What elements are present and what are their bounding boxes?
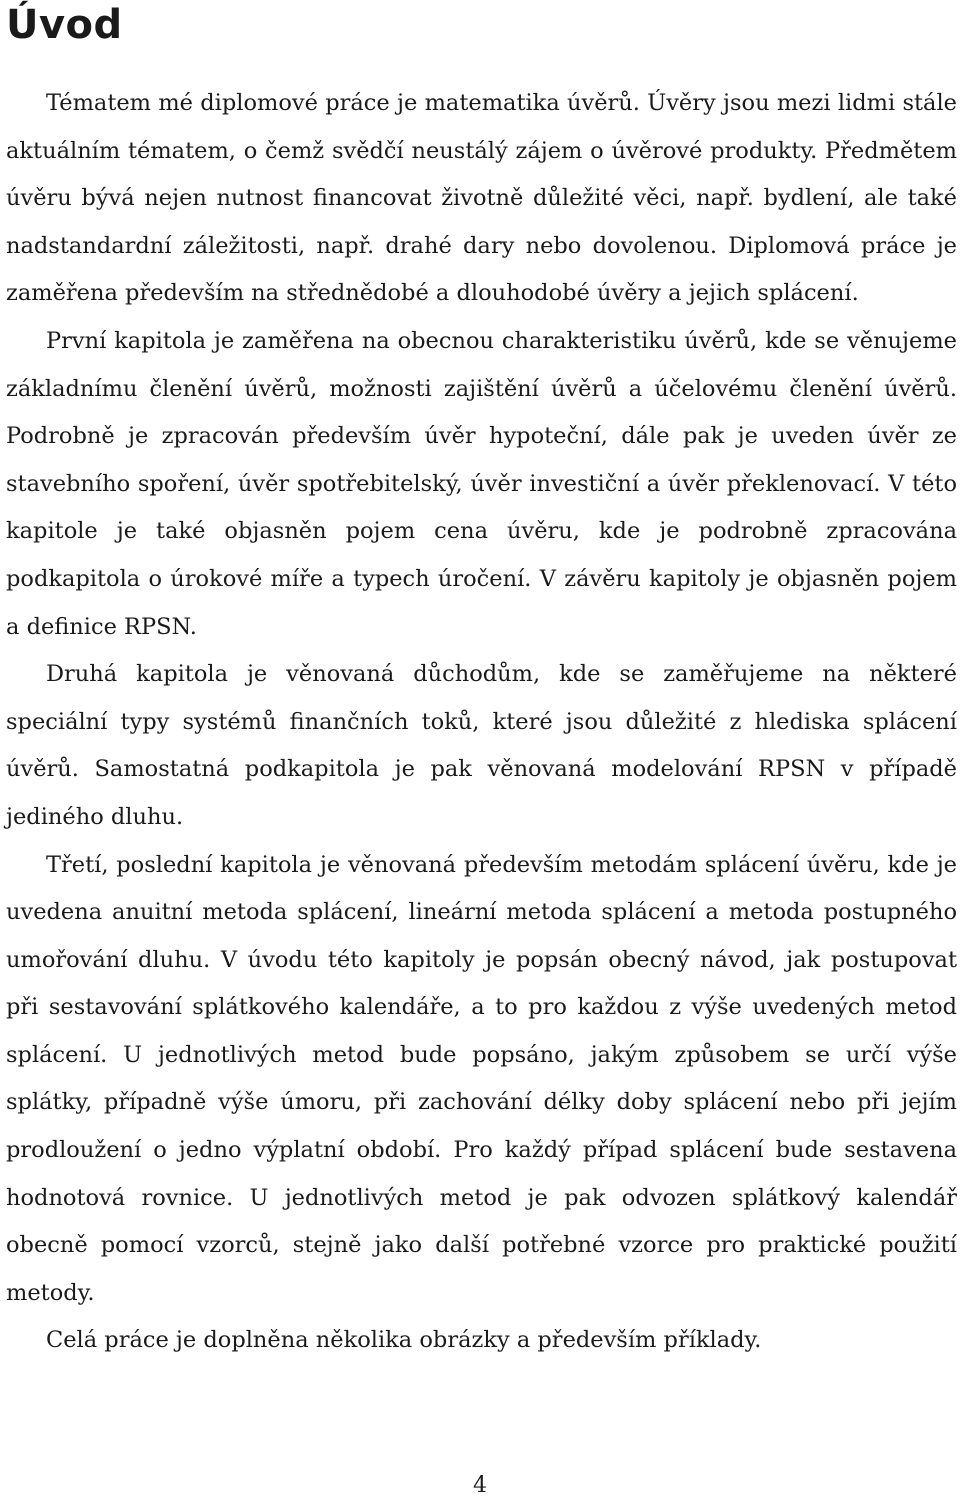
page-number: 4 [473,1473,487,1498]
chapter-heading: Úvod [6,2,123,48]
paragraph-chapter-three: Třetí, poslední kapitola je věnovaná především metodám splácení úvěru, kde je uvedena anuitní metoda splácení, lineární metoda splácení a metoda postupného umořování dluhu. V úvodu této kapitoly je popsán obecný návod, jak postupovat při sestavování splátkového kalendáře, a to pro každou z výše uvedených metod splácení. U jednotlivých metod bude popsáno, jakým způsobem se určí výše splátky, případně výše úmoru, při zachování délky doby splácení nebo při jejím prodloužení o jedno výplatní období. Pro každý případ splácení bude sestavena hodnotová rovnice. U jednotlivých metod je pak odvozen splátkový kalendář obecně pomocí vzorců, stejně jako další potřebné vzorce pro praktické použití metody. [6,851,957,1306]
paragraph-closing: Celá práce je doplněna několika obrázky a především příklady. [46,1327,762,1354]
paragraph-intro: Tématem mé diplomové práce je matematika úvěrů. Úvěry jsou mezi lidmi stále aktuálním tématem, o čemž svědčí neustálý zájem o úvěrové produkty. Předmětem úvěru bývá nejen nutnost financovat životně důležité věci, např. bydlení, ale také nadstandardní záležitosti, např. drahé dary nebo dovolenou. Diplomová práce je zaměřena především na střednědobé a dlouhodobé úvěry a jejich splácení. [6,90,957,307]
paragraph-chapter-one: První kapitola je zaměřena na obecnou charakteristiku úvěrů, kde se věnujeme základnímu členění úvěrů, možnosti zajištění úvěrů a účelovému členění úvěrů. Podrobně je zpracován především úvěr hypoteční, dále pak je uveden úvěr ze stavebního spoření, úvěr spotřebitelský, úvěr investiční a úvěr překlenovací. V této kapitole je také objasněn pojem cena úvěru, kde je podrobně zpracována podkapitola o úrokové míře a typech úročení. V závěru kapitoly je objasněn pojem a definice RPSN. [6,327,957,640]
paragraph-chapter-two: Druhá kapitola je věnovaná důchodům, kde se zaměřujeme na některé speciální typy systémů finančních toků, které jsou důležité z hlediska splácení úvěrů. Samostatná podkapitola je pak věnovaná modelování RPSN v případě jediného dluhu. [6,661,957,830]
body-text [6,80,957,1365]
